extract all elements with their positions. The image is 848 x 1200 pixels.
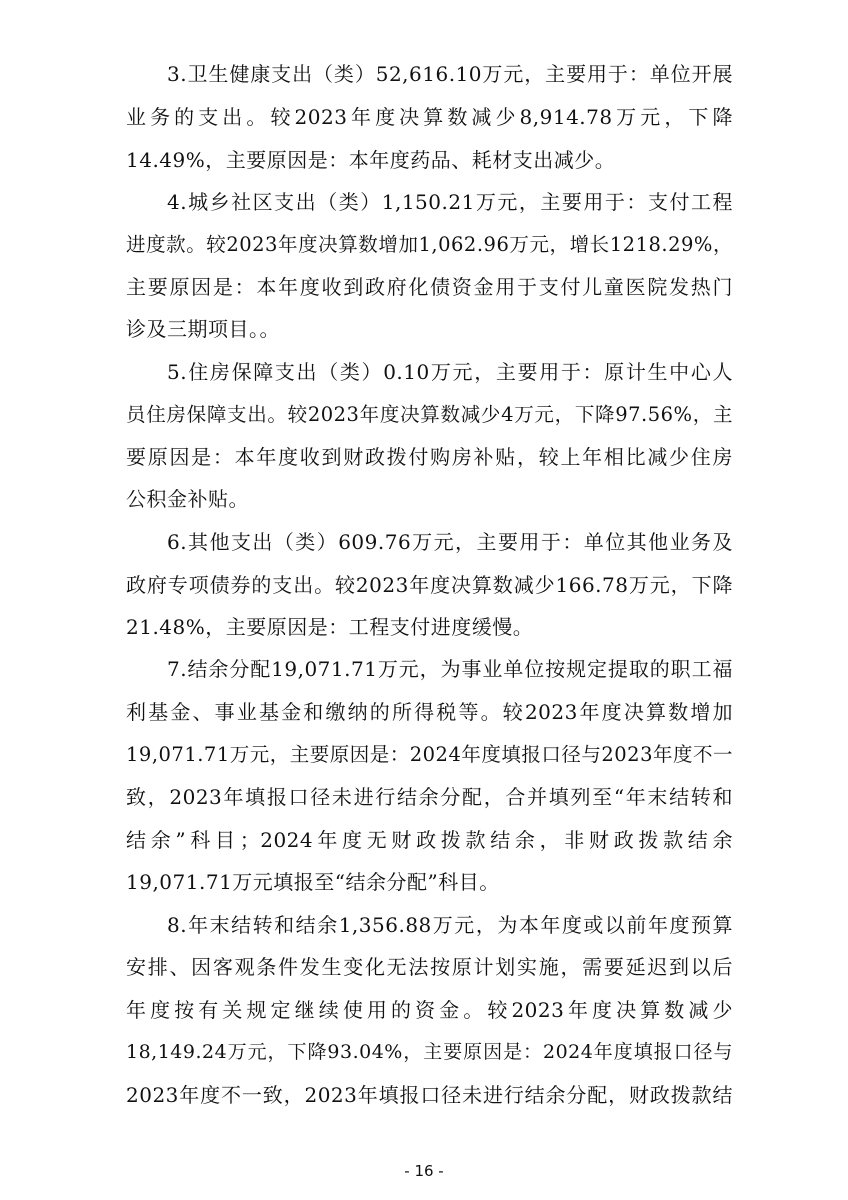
paragraph-5-line-1: 5.住房保障支出（类）0.10万元，主要用于：原计生中心人 [167, 360, 733, 384]
paragraph-8-line-2: 安排、因客观条件发生变化无法按原计划实施，需要延迟到以后 [126, 955, 733, 979]
paragraph-7-line-3: 19,071.71万元，主要原因是：2024年度填报口径与2023年度不一 [126, 743, 733, 766]
paragraph-3-line-1: 3.卫生健康支出（类）52,616.10万元，主要用于：单位开展 [167, 62, 733, 86]
paragraph-8-line-5: 2023年度不一致，2023年填报口径未进行结余分配，财政拨款结 [126, 1083, 733, 1107]
paragraph-7-line-1: 7.结余分配19,071.71万元，为事业单位按规定提取的职工福 [167, 657, 733, 681]
paragraph-7-line-6: 19,071.71万元填报至“结余分配”科目。 [126, 870, 500, 894]
paragraph-3-line-3: 14.49%，主要原因是：本年度药品、耗材支出减少。 [126, 148, 616, 172]
paragraph-3-line-2: 业务的支出。较2023年度决算数减少8,914.78万元，下降 [126, 105, 733, 129]
paragraph-6-line-1: 6.其他支出（类）609.76万元，主要用于：单位其他业务及 [167, 530, 733, 554]
paragraph-5-line-2: 员住房保障支出。较2023年度决算数减少4万元，下降97.56%，主 [126, 403, 733, 426]
paragraph-8-line-4: 18,149.24万元，下降93.04%，主要原因是：2024年度填报口径与 [126, 1041, 733, 1063]
paragraph-7-line-2: 利基金、事业基金和缴纳的所得税等。较2023年度决算数增加 [126, 700, 733, 724]
paragraph-5-line-4: 公积金补贴。 [126, 487, 249, 511]
paragraph-8-line-1: 8.年末结转和结余1,356.88万元，为本年度或以前年度预算 [167, 913, 733, 937]
paragraph-6-line-2: 政府专项债券的支出。较2023年度决算数减少166.78万元，下降 [126, 573, 733, 597]
paragraph-7-line-4: 致，2023年填报口径未进行结余分配，合并填列至“年末结转和 [126, 785, 733, 809]
paragraph-4-line-1: 4.城乡社区支出（类）1,150.21万元，主要用于：支付工程 [167, 190, 733, 214]
page-number: - 16 - [404, 1162, 444, 1180]
paragraph-7-line-5: 结余”科目；2024年度无财政拨款结余，非财政拨款结余 [126, 828, 733, 852]
paragraph-8-line-3: 年度按有关规定继续使用的资金。较2023年度决算数减少 [126, 998, 733, 1022]
paragraph-4-line-3: 主要原因是：本年度收到政府化债资金用于支付儿童医院发热门 [126, 275, 733, 299]
paragraph-6-line-3: 21.48%，主要原因是：工程支付进度缓慢。 [126, 615, 534, 639]
paragraph-4-line-4: 诊及三期项目。。 [126, 317, 280, 341]
paragraph-5-line-3: 要原因是：本年度收到财政拨付购房补贴，较上年相比减少住房 [126, 445, 733, 469]
paragraph-4-line-2: 进度款。较2023年度决算数增加1,062.96万元，增长1218.29%， [126, 233, 733, 256]
